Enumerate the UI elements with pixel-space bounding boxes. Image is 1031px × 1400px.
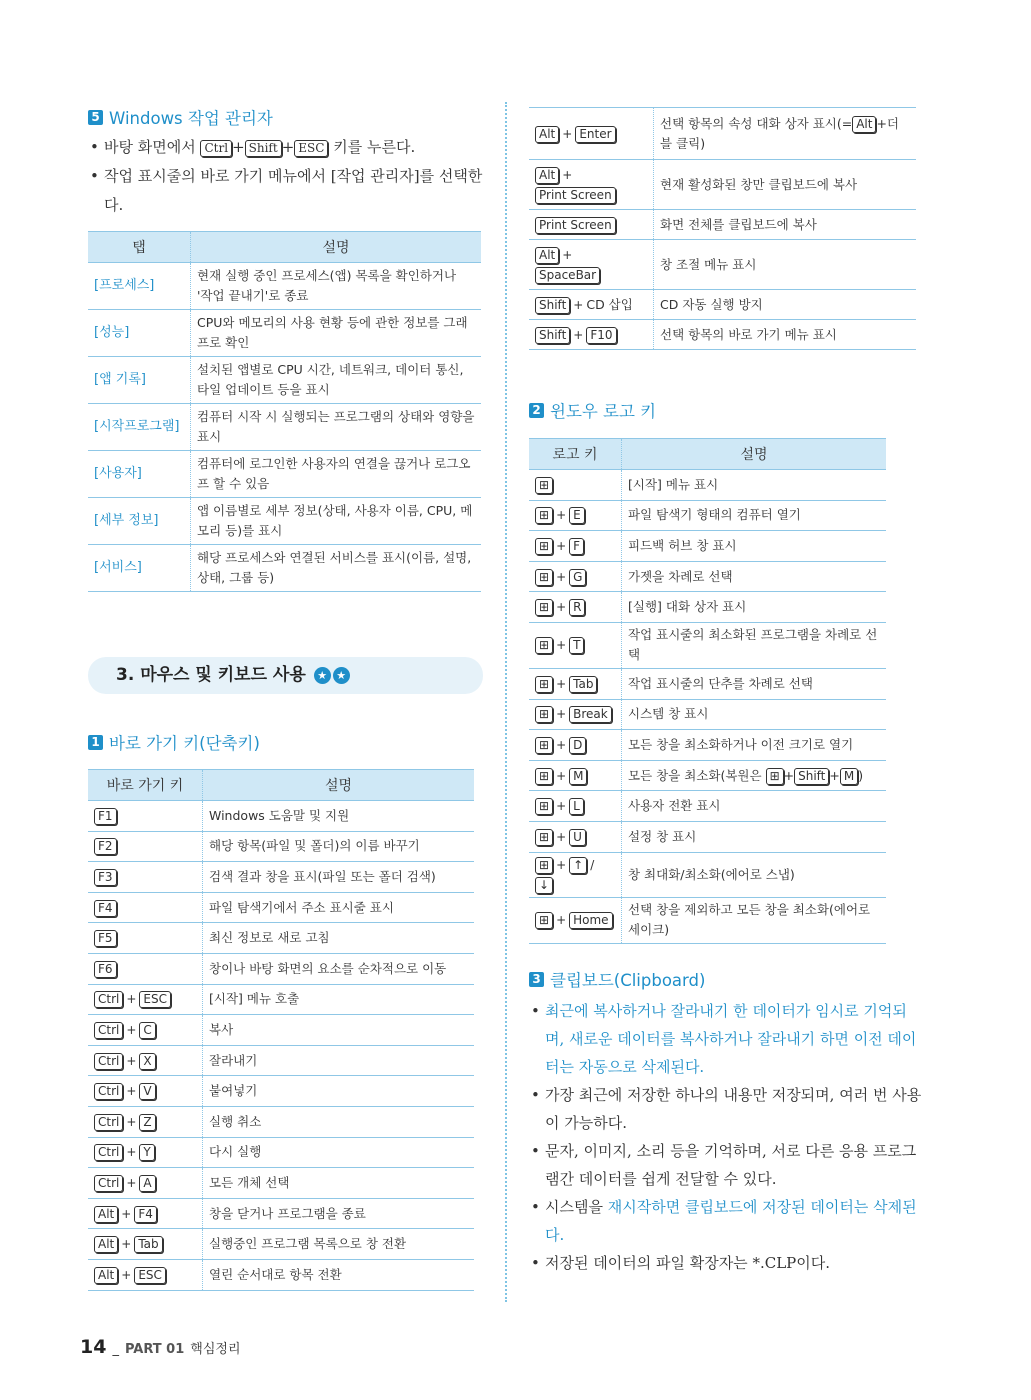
page-number: 14 [80,1336,107,1358]
table-header: 설명 [191,232,482,263]
key-cap: Print Screen [535,217,616,234]
shortcut-table-continued [529,107,916,350]
star-icon: ★ [333,667,350,684]
key-cap: F10 [586,327,616,344]
table-row [529,821,886,852]
table-row [88,801,474,832]
tab-name: [시작프로그램] [88,404,191,451]
part-title: 핵심정리 [190,1342,241,1357]
chapter-heading: 3. 마우스 및 키보드 사용 ★ ★ [88,657,483,694]
table-row [529,592,886,623]
key-cap: X [139,1053,155,1070]
key-cap: ESC [139,991,171,1008]
section-number: 5 [88,110,103,125]
key-cap: Alt [535,247,559,264]
shortcut-keys [88,801,203,832]
logo-key-combo: ⊞ + M [529,760,622,791]
shortcut-keys: Ctrl + V [88,1076,203,1107]
table-row [88,1259,474,1290]
logo-key-combo: ⊞ + T [529,622,622,668]
key-cap: R [569,599,585,616]
table-row [88,1045,474,1076]
shortcut-keys: Ctrl + C [88,1015,203,1046]
shortcut-description: 검색 결과 창을 표시(파일 또는 폴더 검색) [203,862,475,893]
column-divider [505,102,507,1302]
key-cap: D [569,737,586,754]
bullet-item: • 작업 표시줄의 바로 가기 메뉴에서 [작업 관리자]를 선택한다. [88,162,483,220]
table-row [88,310,481,357]
key-cap: G [569,569,586,586]
key-cap: Ctrl [94,1114,123,1131]
windows-logo-icon: ⊞ [535,569,553,586]
table-row: Alt + SpaceBar 창 조절 메뉴 표시 [529,240,916,290]
tab-name: [서비스] [88,545,191,592]
key-cap: Alt [94,1267,118,1284]
table-header: 설명 [622,439,887,470]
table-row [88,923,474,954]
table-row [529,760,886,791]
shortcut-description: Windows 도움말 및 지원 [203,801,475,832]
logo-key-combo: ⊞ + Tab [529,668,622,699]
key-cap: L [569,798,584,815]
key-cap: ESC [134,1267,166,1284]
tab-name: [앱 기록] [88,357,191,404]
windows-key-table [529,438,886,944]
key-cap: M [569,768,587,785]
shortcut-description: 최신 정보로 새로 고침 [203,923,475,954]
key-cap: F2 [94,838,117,855]
logo-key-combo: ⊞ + E [529,500,622,531]
key-cap: M [840,768,858,785]
tab-name: [성능] [88,310,191,357]
part-label: PART 01 [124,1342,185,1357]
key-cap: Ctrl [94,1083,123,1100]
key-cap: Shift [535,327,570,344]
shortcut-keys: Ctrl + A [88,1168,203,1199]
logo-key-combo: ⊞ + ↑ /↓ [529,852,622,897]
tab-name: [프로세스] [88,263,191,310]
shortcut-table [88,769,474,1291]
key-cap: ↓ [535,877,553,894]
table-row: Shift + CD 삽입 CD 자동 실행 방지 [529,290,916,320]
bullet-item: • 저장된 데이터의 파일 확장자는 *.CLP이다. [529,1249,924,1277]
windows-logo-icon: ⊞ [535,507,553,524]
key-cap: Ctrl [94,1175,123,1192]
shortcut-description: 열린 순서대로 항목 전환 [203,1259,475,1290]
table-row [529,730,886,761]
shortcut-keys [88,953,203,984]
key-cap: Ctrl [94,1053,123,1070]
key-cap: Shift [794,768,829,785]
windows-logo-icon: ⊞ [535,798,553,815]
key-cap: F3 [94,869,117,886]
section-number: 1 [88,735,103,750]
table-row [529,668,886,699]
shortcut-keys [88,862,203,893]
table-row: Print Screen 화면 전체를 클립보드에 복사 [529,210,916,240]
table-row [88,831,474,862]
logo-key-combo: ⊞ + F [529,531,622,562]
shortcut-description: 복사 [203,1015,475,1046]
key-cap: Print Screen [535,187,616,204]
key-cap: V [139,1083,155,1100]
key-cap: Alt [852,116,876,133]
windows-logo-icon: ⊞ [535,599,553,616]
key-cap: Z [139,1114,155,1131]
page-footer: 14 _ PART 01 핵심정리 [80,1336,241,1358]
table-header: 설명 [203,770,475,801]
shortcut-description: 실행중인 프로그램 목록으로 창 전환 [203,1229,475,1260]
task-manager-table [88,231,481,592]
table-row [529,561,886,592]
tab-description: CPU와 메모리의 사용 현황 등에 관한 정보를 그래프로 확인 [191,310,482,357]
windows-logo-icon: ⊞ [535,477,553,494]
shortcut-description: 파일 탐색기에서 주소 표시줄 표시 [203,892,475,923]
shortcut-description: [시작] 메뉴 호출 [203,984,475,1015]
logo-key-description: [실행] 대화 상자 표시 [622,592,887,623]
logo-key-combo: ⊞ + L [529,791,622,822]
key-cap: T [569,637,584,654]
table-header: 바로 가기 키 [88,770,203,801]
section-number: 2 [529,403,544,418]
shortcut-keys: Alt + F4 [88,1198,203,1229]
logo-key-description: 선택 창을 제외하고 모든 창을 최소화(에어로 세이크) [622,897,887,943]
windows-logo-icon: ⊞ [535,737,553,754]
shortcut-keys: Alt + ESC [88,1259,203,1290]
windows-logo-icon: ⊞ [535,637,553,654]
shortcut-description: 잘라내기 [203,1045,475,1076]
key-cap: Ctrl [200,140,232,157]
table-row [88,1076,474,1107]
bullet-item: • 시스템을 재시작하면 클립보드에 저장된 데이터는 삭제된다. [529,1193,924,1249]
tab-description: 설치된 앱별로 CPU 시간, 네트워크, 데이터 통신, 타일 업데이트 등을 표시 [191,357,482,404]
logo-key-description: 피드백 허브 창 표시 [622,531,887,562]
windows-logo-icon: ⊞ [535,538,553,555]
logo-key-description: 작업 표시줄의 최소화된 프로그램을 차례로 선택 [622,622,887,668]
table-row [88,1198,474,1229]
tab-description: 컴퓨터 시작 시 실행되는 프로그램의 상태와 영향을 표시 [191,404,482,451]
logo-key-combo: ⊞ + Home [529,897,622,943]
table-header: 탭 [88,232,191,263]
table-row [88,862,474,893]
key-cap: Ctrl [94,1144,123,1161]
table-row [529,699,886,730]
logo-key-description: 시스템 창 표시 [622,699,887,730]
section-title-text: 클립보드(Clipboard) [550,971,706,990]
key-cap: Alt [535,167,559,184]
table-row [88,1168,474,1199]
tab-description: 해당 프로세스와 연결된 서비스를 표시(이름, 설명, 상태, 그룹 등) [191,545,482,592]
table-row: Alt + Print Screen 현재 활성화된 창만 클립보드에 복사 [529,160,916,210]
logo-key-description: 창 최대화/최소화(에어로 스냅) [622,852,887,897]
key-cap: E [569,507,585,524]
section-title-task-manager [88,105,273,129]
shortcut-keys: Ctrl + ESC [88,984,203,1015]
table-row [88,263,481,310]
windows-logo-icon: ⊞ [535,857,553,874]
table-row [88,1106,474,1137]
table-row [88,1137,474,1168]
shortcut-keys [88,831,203,862]
key-cap: Break [569,706,612,723]
logo-key-description: 사용자 전환 표시 [622,791,887,822]
bullet-item: • 최근에 복사하거나 잘라내기 한 데이터가 임시로 기억되며, 새로운 데이터를 복사하거나 잘라내기 하면 이전 데이터는 자동으로 삭제된다. [529,997,924,1081]
key-cap: Ctrl [94,1022,123,1039]
table-row [88,892,474,923]
table-row [529,622,886,668]
table-row [529,897,886,943]
logo-key-description: 작업 표시줄의 단추를 차례로 선택 [622,668,887,699]
clipboard-bullets [529,997,924,1277]
logo-key-combo: ⊞ + G [529,561,622,592]
table-row [88,357,481,404]
key-cap: Tab [134,1236,162,1253]
logo-key-combo: ⊞ + U [529,821,622,852]
key-cap: SpaceBar [535,267,600,284]
key-cap: F [569,538,584,555]
tab-description: 컴퓨터에 로그인한 사용자의 연결을 끊거나 로그오프 할 수 있음 [191,451,482,498]
table-row [529,791,886,822]
logo-key-description: 모든 창을 최소화(복원은 ⊞ + Shift + M ) [622,760,887,791]
logo-key-combo: ⊞ + D [529,730,622,761]
section-title-text: 바로 가기 키(단축키) [109,734,260,753]
table-row [88,1015,474,1046]
table-header: 로고 키 [529,439,622,470]
star-icon: ★ [314,667,331,684]
section-title-shortcuts [88,730,260,754]
key-cap: Shift [535,297,570,314]
shortcut-description: 실행 취소 [203,1106,475,1137]
table-row [88,404,481,451]
logo-key-description: [시작] 메뉴 표시 [622,470,887,501]
table-row [529,500,886,531]
shortcut-description: 붙여넣기 [203,1076,475,1107]
logo-key-description: 파일 탐색기 형태의 컴퓨터 열기 [622,500,887,531]
key-cap: Ctrl [94,991,123,1008]
windows-logo-icon: ⊞ [535,676,553,693]
tab-description: 앱 이름별로 세부 정보(상태, 사용자 이름, CPU, 메모리 등)를 표시 [191,498,482,545]
shortcut-keys: Alt + Tab [88,1229,203,1260]
key-cap: Enter [575,126,615,143]
key-cap: U [569,829,586,846]
key-cap: A [139,1175,155,1192]
logo-key-combo [529,470,622,501]
bullet-item: • 바탕 화면에서 Ctrl + Shift + ESC 키를 누른다. [88,133,483,162]
key-cap: F1 [94,808,117,825]
key-cap: Y [139,1144,154,1161]
logo-key-description: 가젯을 차례로 선택 [622,561,887,592]
bullet-item: • 문자, 이미지, 소리 등을 기억하며, 서로 다른 응용 프로그램간 데이터를 쉽게 전달할 수 있다. [529,1137,924,1193]
table-row [88,984,474,1015]
table-row [88,498,481,545]
key-cap: F6 [94,961,117,978]
shortcut-description: 모든 개체 선택 [203,1168,475,1199]
section-number: 3 [529,972,544,987]
shortcut-keys: Ctrl + X [88,1045,203,1076]
key-cap: F4 [134,1206,157,1223]
shortcut-description: 해당 항목(파일 및 폴더)의 이름 바꾸기 [203,831,475,862]
logo-key-combo: ⊞ + R [529,592,622,623]
key-cap: Home [569,912,612,929]
shortcut-description: 다시 실행 [203,1137,475,1168]
key-cap: ESC [294,140,328,157]
key-cap: Shift [245,140,282,157]
logo-key-combo: ⊞ + Break [529,699,622,730]
windows-logo-icon: ⊞ [535,768,553,785]
table-row [529,531,886,562]
windows-logo-icon: ⊞ [535,829,553,846]
section-title-clipboard [529,967,705,991]
section-title-text: Windows 작업 관리자 [109,109,273,128]
bullet-item: • 가장 최근에 저장한 하나의 내용만 저장되며, 여러 번 사용이 가능하다. [529,1081,924,1137]
section-title-text: 윈도우 로고 키 [550,402,657,421]
key-cap: F4 [94,900,117,917]
shortcut-keys: Ctrl + Y [88,1137,203,1168]
table-row: Alt + Enter 선택 항목의 속성 대화 상자 표시(= Alt +더블 클릭) [529,108,916,160]
tab-description: 현재 실행 중인 프로세스(앱) 목록을 확인하거나 '작업 끝내기'로 종료 [191,263,482,310]
table-row: Shift + F10 선택 항목의 바로 가기 메뉴 표시 [529,320,916,350]
key-cap: Alt [94,1236,118,1253]
logo-key-description: 모든 창을 최소화하거나 이전 크기로 열기 [622,730,887,761]
shortcut-description: 창이나 바탕 화면의 요소를 순차적으로 이동 [203,953,475,984]
key-cap: ↑ [569,857,587,874]
table-row [529,470,886,501]
key-cap: Alt [535,126,559,143]
shortcut-keys: Ctrl + Z [88,1106,203,1137]
key-cap: Alt [94,1206,118,1223]
key-cap: Tab [569,676,597,693]
table-row [88,1229,474,1260]
section-title-windows-logo-key [529,398,656,422]
key-cap: F5 [94,930,117,947]
shortcut-keys [88,892,203,923]
table-row [88,451,481,498]
table-row [529,852,886,897]
tab-name: [세부 정보] [88,498,191,545]
table-row [88,545,481,592]
shortcut-keys [88,923,203,954]
key-cap: C [139,1022,155,1039]
logo-key-description: 설정 창 표시 [622,821,887,852]
shortcut-description: 창을 닫거나 프로그램을 종료 [203,1198,475,1229]
windows-logo-icon: ⊞ [535,912,553,929]
task-manager-bullets [88,133,483,220]
windows-logo-icon: ⊞ [535,706,553,723]
tab-name: [사용자] [88,451,191,498]
table-row [88,953,474,984]
windows-logo-icon: ⊞ [766,768,784,785]
